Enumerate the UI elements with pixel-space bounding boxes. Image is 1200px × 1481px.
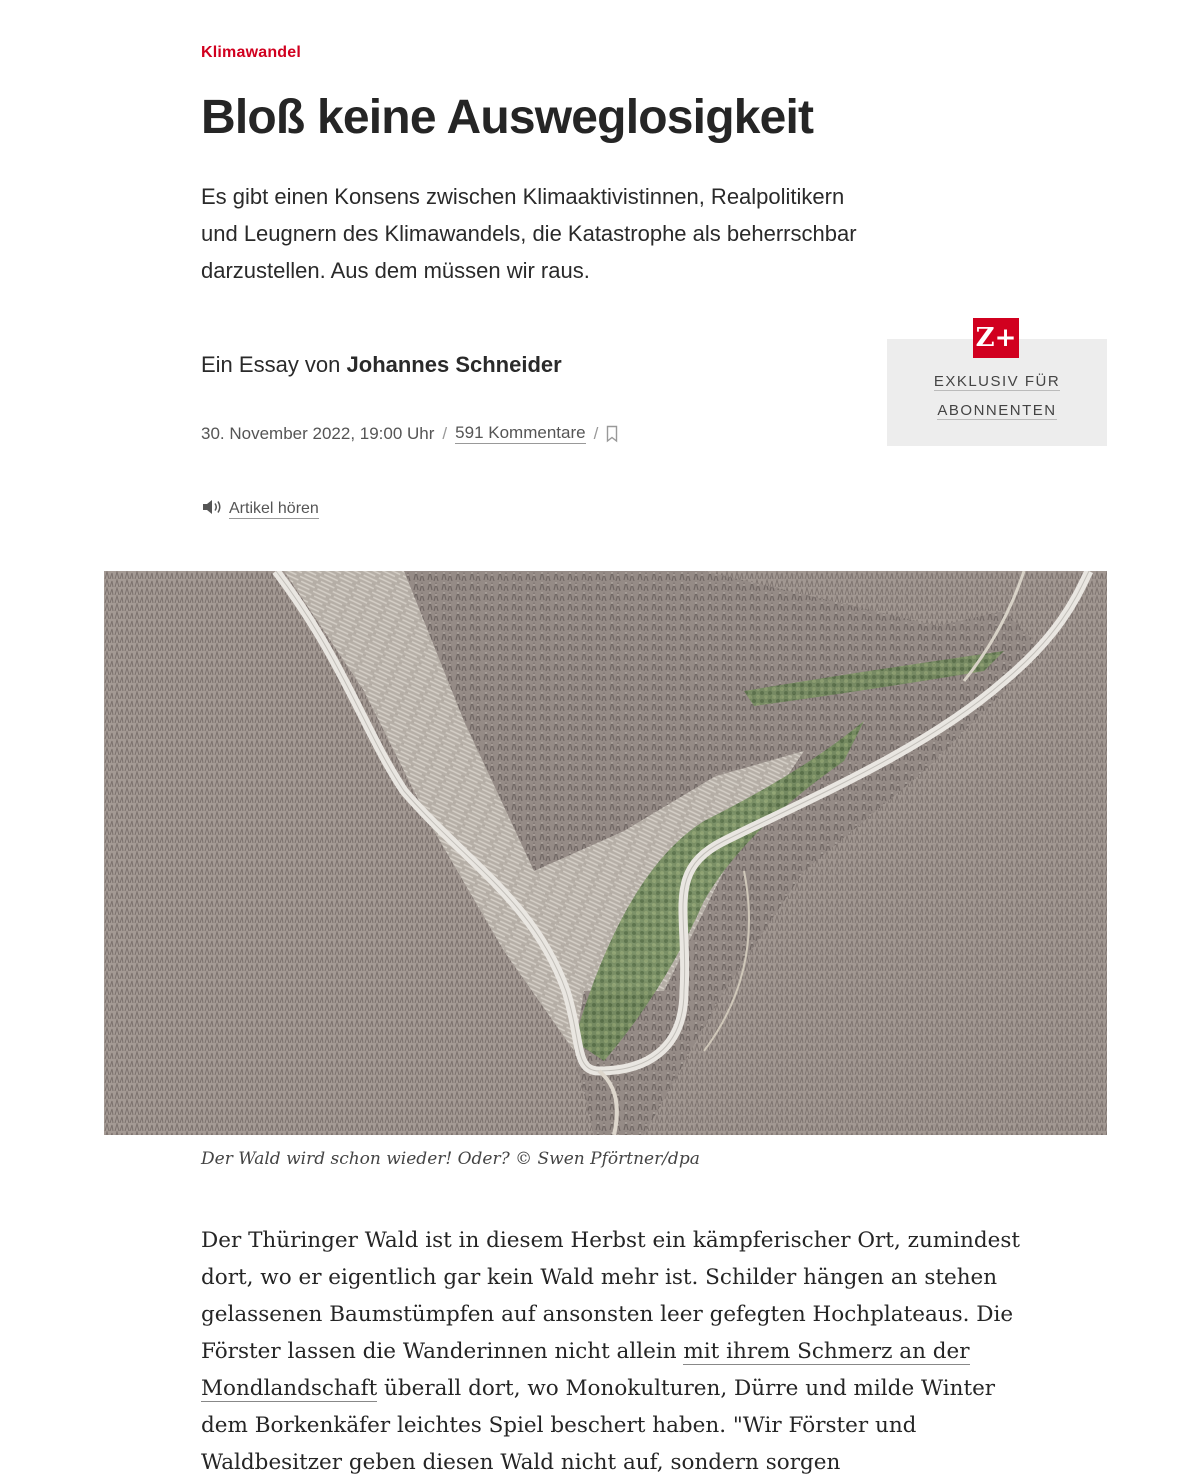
zplus-badge[interactable] [887,323,1107,446]
zplus-label [887,367,1107,425]
byline-prefix: Ein Essay von [201,352,347,377]
byline [201,352,562,378]
author-link[interactable]: Johannes Schneider [346,352,562,377]
zplus-line-1: EXKLUSIV FÜR [933,373,1061,390]
body-text-1: Der Thüringer Wald ist in diesem Herbst ein kämpferischer Ort, zumindest dort, wo er eigentlich gar kein Wald mehr ist. Schilder hängen an stehen gelassenen Baumstümpfen auf ansonsten leer gefegten Hochplateaus. Die Förster lassen die Wanderinnen nicht allein [201,1228,1021,1364]
body-text-2: überall dort, wo Monokulturen, Dürre und milde Winter dem Borkenkäfer leichtes Spiel beschert haben. "Wir Förster und Waldbesitzer geben diesen Wald nicht auf, sondern sorgen [201,1376,996,1475]
zplus-logo: Z+ [973,318,1019,358]
article-summary: Es gibt einen Konsens zwischen Klimaaktivistinnen, Realpolitikern und Leugnern des Klimawandels, die Katastrophe als beherrschbar darzustellen. Aus dem müssen wir raus. [201,184,857,283]
inline-link[interactable]: mit ihrem Schmerz an der Mondlandschaft [201,1339,970,1401]
listen-label: Artikel hören [229,500,319,517]
publish-date: 30. November 2022, 19:00 Uhr [201,423,435,443]
image-caption: Der Wald wird schon wieder! Oder? © Swen Pförtner/dpa [201,1149,700,1169]
headline: Bloß keine Ausweglosigkeit [201,91,814,144]
bookmark-icon[interactable] [606,425,618,443]
comments-link[interactable]: 591 Kommentare [455,423,586,442]
listen-button[interactable] [201,499,319,520]
kicker[interactable]: Klimawandel [201,44,302,61]
meta-separator: / [593,423,599,443]
hero-image [104,571,1107,1135]
article-body [201,1222,1021,1481]
zplus-line-2: ABONNENTEN [937,402,1057,419]
article-meta [201,423,618,444]
meta-separator: / [442,423,448,443]
speaker-icon [201,499,223,520]
